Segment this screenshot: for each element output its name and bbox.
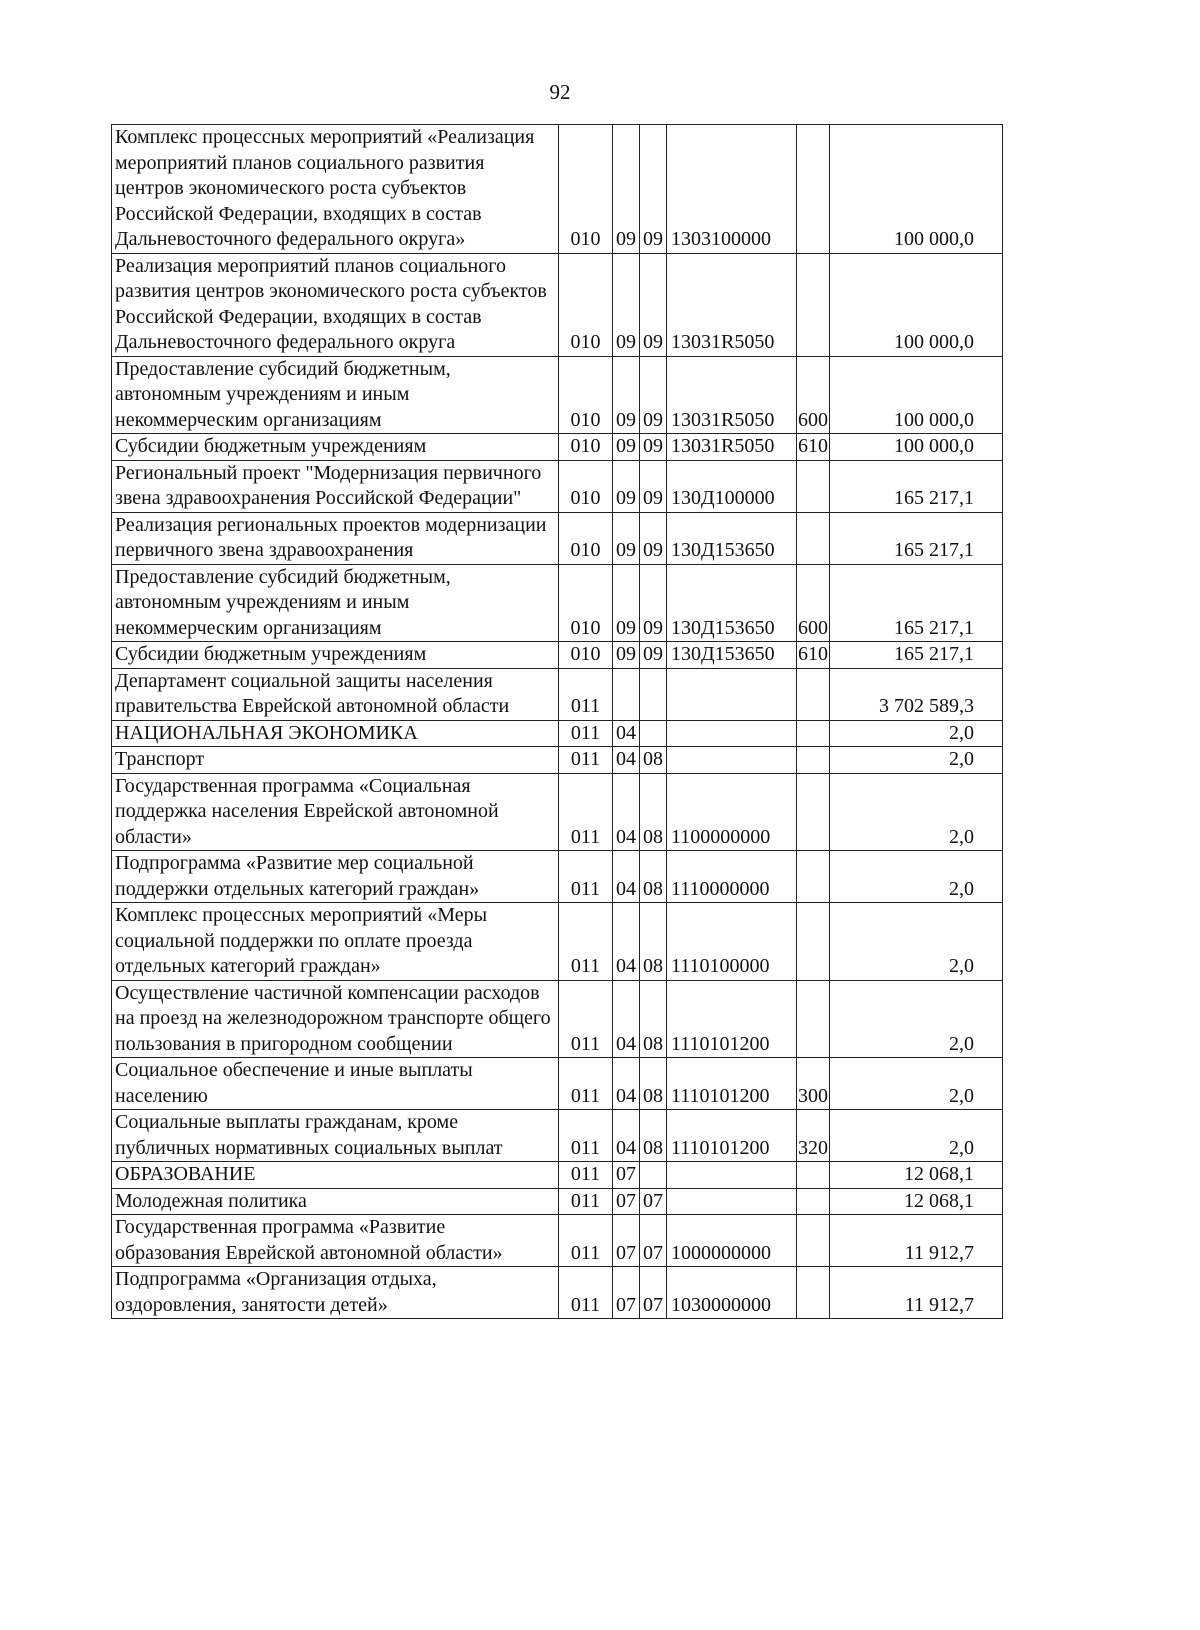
table-row (112, 773, 1003, 851)
row-section-cell: 04 (613, 1110, 640, 1162)
row-code-cell: 010 (559, 356, 613, 434)
row-article-cell: 1110101200 (667, 980, 797, 1058)
row-amount-cell: 165 217,1 (830, 564, 1003, 642)
row-amount-cell: 2,0 (830, 851, 1003, 903)
row-name-cell: Департамент социальной защиты населения правительства Еврейской автономной области (112, 668, 559, 720)
table-row (112, 1188, 1003, 1215)
row-expense-type-cell (797, 903, 830, 981)
row-amount-cell: 100 000,0 (830, 434, 1003, 461)
row-section-cell: 04 (613, 980, 640, 1058)
row-amount-cell: 100 000,0 (830, 253, 1003, 356)
row-section-cell: 04 (613, 1058, 640, 1110)
row-article-cell: 13031R5050 (667, 356, 797, 434)
row-amount-cell: 12 068,1 (830, 1188, 1003, 1215)
row-code-cell: 011 (559, 1110, 613, 1162)
row-amount-cell: 2,0 (830, 980, 1003, 1058)
row-name-cell: НАЦИОНАЛЬНАЯ ЭКОНОМИКА (112, 720, 559, 747)
row-name-cell: Подпрограмма «Развитие мер социальной поддержки отдельных категорий граждан» (112, 851, 559, 903)
row-article-cell (667, 668, 797, 720)
row-name-cell: Подпрограмма «Организация отдыха, оздоровления, занятости детей» (112, 1267, 559, 1319)
row-expense-type-cell (797, 125, 830, 254)
row-name-cell: Комплекс процессных мероприятий «Реализация мероприятий планов социального развития центров экономического роста субъектов Российской Федерации, входящих в состав Дальневосточного федерального округа» (112, 125, 559, 254)
table-row (112, 851, 1003, 903)
row-article-cell: 1030000000 (667, 1267, 797, 1319)
row-subsection-cell: 08 (640, 1058, 667, 1110)
row-article-cell: 1110101200 (667, 1110, 797, 1162)
row-expense-type-cell (797, 512, 830, 564)
row-amount-cell: 12 068,1 (830, 1162, 1003, 1189)
row-article-cell: 130Д153650 (667, 512, 797, 564)
row-name-cell: Государственная программа «Социальная поддержка населения Еврейской автономной области» (112, 773, 559, 851)
row-amount-cell: 11 912,7 (830, 1267, 1003, 1319)
row-amount-cell: 100 000,0 (830, 356, 1003, 434)
row-name-cell: Государственная программа «Развитие образования Еврейской автономной области» (112, 1215, 559, 1267)
table-row (112, 253, 1003, 356)
row-expense-type-cell (797, 253, 830, 356)
row-article-cell (667, 1188, 797, 1215)
row-subsection-cell: 09 (640, 434, 667, 461)
row-expense-type-cell (797, 1215, 830, 1267)
row-subsection-cell (640, 668, 667, 720)
row-code-cell: 011 (559, 747, 613, 774)
row-amount-cell: 165 217,1 (830, 460, 1003, 512)
row-code-cell: 010 (559, 434, 613, 461)
row-code-cell: 011 (559, 1058, 613, 1110)
row-section-cell: 09 (613, 253, 640, 356)
row-name-cell: Молодежная политика (112, 1188, 559, 1215)
row-expense-type-cell (797, 1162, 830, 1189)
row-article-cell (667, 747, 797, 774)
row-section-cell: 09 (613, 125, 640, 254)
row-subsection-cell: 08 (640, 747, 667, 774)
row-article-cell: 1110000000 (667, 851, 797, 903)
budget-table (111, 124, 1003, 1319)
row-name-cell: Осуществление частичной компенсации расходов на проезд на железнодорожном транспорте общего пользования в пригородном сообщении (112, 980, 559, 1058)
row-expense-type-cell (797, 851, 830, 903)
row-section-cell: 04 (613, 773, 640, 851)
row-section-cell: 07 (613, 1188, 640, 1215)
table-row (112, 1162, 1003, 1189)
row-subsection-cell (640, 1162, 667, 1189)
row-amount-cell: 2,0 (830, 747, 1003, 774)
row-subsection-cell: 07 (640, 1188, 667, 1215)
row-section-cell: 04 (613, 903, 640, 981)
row-subsection-cell: 09 (640, 356, 667, 434)
row-code-cell: 011 (559, 851, 613, 903)
row-subsection-cell: 07 (640, 1215, 667, 1267)
row-code-cell: 011 (559, 1162, 613, 1189)
row-code-cell: 011 (559, 903, 613, 981)
row-article-cell (667, 1162, 797, 1189)
row-subsection-cell: 09 (640, 253, 667, 356)
row-section-cell: 07 (613, 1267, 640, 1319)
row-expense-type-cell: 610 (797, 642, 830, 669)
row-expense-type-cell (797, 1267, 830, 1319)
row-name-cell: Реализация мероприятий планов социального развития центров экономического роста субъектов Российской Федерации, входящих в состав Дальневосточного федерального округа (112, 253, 559, 356)
row-code-cell: 010 (559, 564, 613, 642)
row-name-cell: ОБРАЗОВАНИЕ (112, 1162, 559, 1189)
row-section-cell: 09 (613, 460, 640, 512)
page-number: 92 (549, 80, 571, 104)
row-section-cell (613, 668, 640, 720)
row-section-cell: 04 (613, 747, 640, 774)
row-expense-type-cell (797, 1188, 830, 1215)
row-amount-cell: 2,0 (830, 720, 1003, 747)
row-expense-type-cell: 320 (797, 1110, 830, 1162)
row-expense-type-cell (797, 668, 830, 720)
row-code-cell: 010 (559, 642, 613, 669)
row-subsection-cell: 09 (640, 642, 667, 669)
row-section-cell: 04 (613, 851, 640, 903)
row-article-cell: 1303100000 (667, 125, 797, 254)
row-subsection-cell: 09 (640, 125, 667, 254)
row-code-cell: 010 (559, 253, 613, 356)
row-expense-type-cell: 300 (797, 1058, 830, 1110)
row-section-cell: 09 (613, 434, 640, 461)
row-article-cell: 13031R5050 (667, 434, 797, 461)
table-row (112, 356, 1003, 434)
row-article-cell: 130Д153650 (667, 642, 797, 669)
row-section-cell: 09 (613, 356, 640, 434)
row-code-cell: 011 (559, 668, 613, 720)
row-article-cell: 1000000000 (667, 1215, 797, 1267)
row-name-cell: Субсидии бюджетным учреждениям (112, 434, 559, 461)
row-expense-type-cell: 610 (797, 434, 830, 461)
row-code-cell: 010 (559, 460, 613, 512)
row-article-cell: 130Д153650 (667, 564, 797, 642)
row-expense-type-cell (797, 773, 830, 851)
row-amount-cell: 2,0 (830, 1058, 1003, 1110)
row-code-cell: 011 (559, 1215, 613, 1267)
budget-table-body (112, 125, 1003, 1319)
row-subsection-cell: 08 (640, 851, 667, 903)
table-row (112, 747, 1003, 774)
table-row (112, 512, 1003, 564)
row-name-cell: Социальное обеспечение и иные выплаты населению (112, 1058, 559, 1110)
row-section-cell: 09 (613, 642, 640, 669)
row-name-cell: Транспорт (112, 747, 559, 774)
row-subsection-cell: 08 (640, 1110, 667, 1162)
row-code-cell: 011 (559, 1267, 613, 1319)
row-subsection-cell: 08 (640, 773, 667, 851)
table-row (112, 642, 1003, 669)
row-code-cell: 011 (559, 720, 613, 747)
row-subsection-cell: 08 (640, 980, 667, 1058)
row-name-cell: Региональный проект "Модернизация первичного звена здравоохранения Российской Федерации" (112, 460, 559, 512)
row-section-cell: 04 (613, 720, 640, 747)
row-name-cell: Предоставление субсидий бюджетным, автономным учреждениям и иным некоммерческим организациям (112, 564, 559, 642)
table-row (112, 125, 1003, 254)
row-name-cell: Субсидии бюджетным учреждениям (112, 642, 559, 669)
row-subsection-cell (640, 720, 667, 747)
row-section-cell: 07 (613, 1215, 640, 1267)
row-amount-cell: 165 217,1 (830, 642, 1003, 669)
table-row (112, 1215, 1003, 1267)
row-subsection-cell: 08 (640, 903, 667, 981)
row-expense-type-cell: 600 (797, 356, 830, 434)
row-name-cell: Предоставление субсидий бюджетным, автономным учреждениям и иным некоммерческим организациям (112, 356, 559, 434)
table-row (112, 668, 1003, 720)
row-expense-type-cell (797, 980, 830, 1058)
table-row (112, 903, 1003, 981)
row-code-cell: 011 (559, 773, 613, 851)
row-code-cell: 010 (559, 125, 613, 254)
row-amount-cell: 100 000,0 (830, 125, 1003, 254)
table-row (112, 720, 1003, 747)
row-section-cell: 09 (613, 512, 640, 564)
table-row (112, 460, 1003, 512)
row-article-cell: 13031R5050 (667, 253, 797, 356)
row-code-cell: 011 (559, 980, 613, 1058)
table-row (112, 1058, 1003, 1110)
row-subsection-cell: 09 (640, 460, 667, 512)
table-row (112, 1110, 1003, 1162)
row-article-cell: 1100000000 (667, 773, 797, 851)
row-expense-type-cell (797, 720, 830, 747)
row-subsection-cell: 09 (640, 512, 667, 564)
row-name-cell: Комплекс процессных мероприятий «Меры социальной поддержки по оплате проезда отдельных категорий граждан» (112, 903, 559, 981)
row-expense-type-cell: 600 (797, 564, 830, 642)
row-expense-type-cell (797, 747, 830, 774)
table-row (112, 980, 1003, 1058)
row-section-cell: 09 (613, 564, 640, 642)
row-article-cell: 1110101200 (667, 1058, 797, 1110)
row-article-cell: 1110100000 (667, 903, 797, 981)
table-row (112, 564, 1003, 642)
row-expense-type-cell (797, 460, 830, 512)
row-subsection-cell: 07 (640, 1267, 667, 1319)
table-row (112, 1267, 1003, 1319)
row-name-cell: Реализация региональных проектов модернизации первичного звена здравоохранения (112, 512, 559, 564)
table-row (112, 434, 1003, 461)
row-amount-cell: 2,0 (830, 903, 1003, 981)
row-amount-cell: 2,0 (830, 1110, 1003, 1162)
row-article-cell: 130Д100000 (667, 460, 797, 512)
row-subsection-cell: 09 (640, 564, 667, 642)
row-section-cell: 07 (613, 1162, 640, 1189)
row-code-cell: 011 (559, 1188, 613, 1215)
row-article-cell (667, 720, 797, 747)
row-code-cell: 010 (559, 512, 613, 564)
row-amount-cell: 2,0 (830, 773, 1003, 851)
row-amount-cell: 165 217,1 (830, 512, 1003, 564)
row-amount-cell: 3 702 589,3 (830, 668, 1003, 720)
row-name-cell: Социальные выплаты гражданам, кроме публичных нормативных социальных выплат (112, 1110, 559, 1162)
row-amount-cell: 11 912,7 (830, 1215, 1003, 1267)
